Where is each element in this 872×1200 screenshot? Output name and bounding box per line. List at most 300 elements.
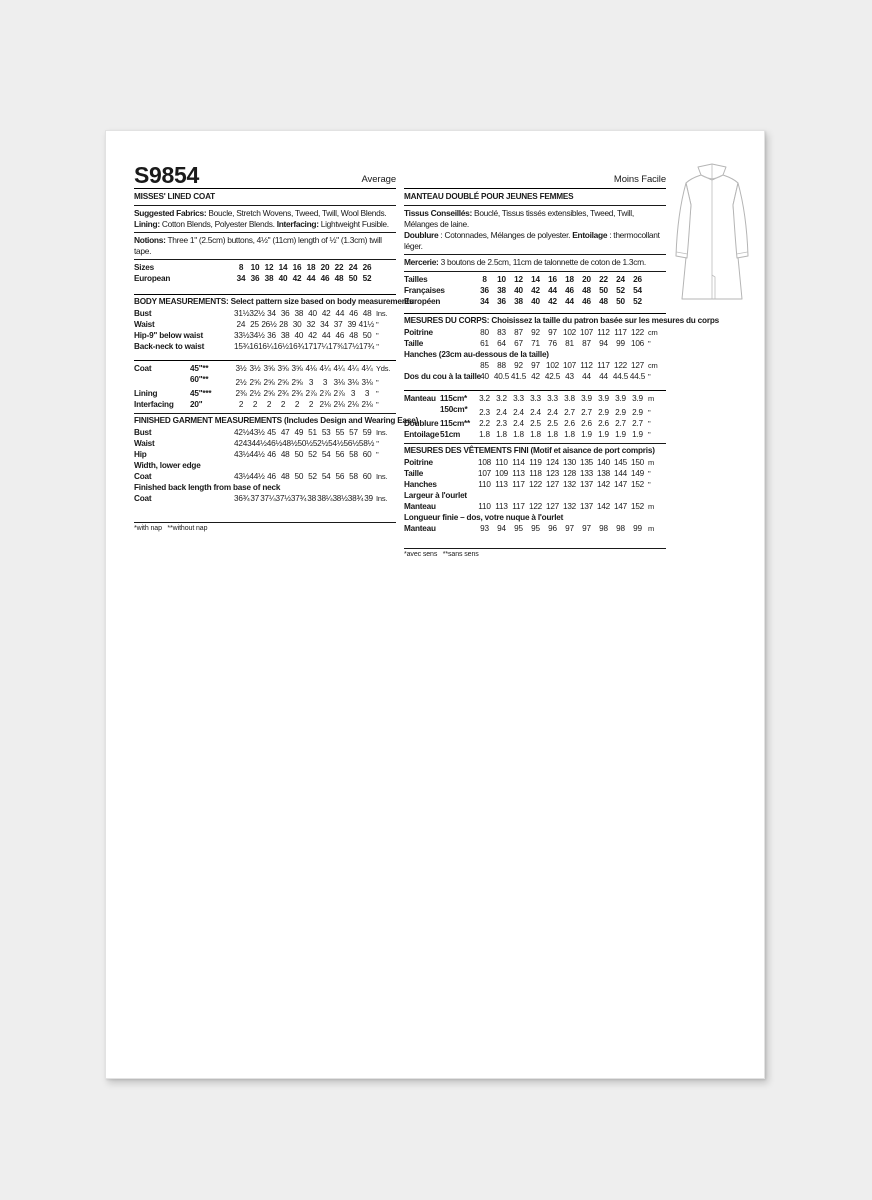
- cell: 1.8: [564, 429, 575, 439]
- cell: 2⅝: [291, 378, 303, 387]
- cell: 3⅝: [277, 364, 289, 373]
- unit-label: m: [648, 523, 655, 533]
- row-width-spec: 51cm: [440, 429, 461, 439]
- cell: 122: [630, 327, 645, 337]
- cell: 2⅛: [347, 400, 359, 409]
- cell: 2: [308, 400, 314, 409]
- cell: 119: [529, 457, 542, 467]
- text-segment: Lightweight Fusible.: [318, 218, 389, 229]
- table-row: [134, 493, 396, 504]
- row-label: [134, 399, 234, 410]
- cell: 58½: [358, 439, 375, 448]
- measurement-table: [134, 427, 396, 504]
- text-line: [404, 208, 666, 229]
- unit-label: ": [376, 320, 379, 329]
- table-row: [134, 388, 396, 399]
- cell: 54: [633, 285, 642, 295]
- unit-label: ": [648, 338, 651, 348]
- cell: 40: [278, 274, 288, 283]
- cell: 109: [494, 468, 509, 478]
- table-row: [134, 273, 396, 284]
- row-label: Coat: [134, 472, 152, 481]
- row-label-text: [404, 404, 440, 415]
- text-segment: Entoilage: [572, 230, 608, 240]
- cell: 2: [280, 400, 286, 409]
- cell: 140: [596, 457, 611, 467]
- table-row: [404, 296, 666, 307]
- cell: 39: [364, 494, 373, 503]
- text-segment: Cotton Blends, Polyester Blends.: [159, 218, 277, 229]
- unit-label: ": [648, 479, 651, 489]
- text-segment: Tissus Conseillés:: [404, 208, 472, 218]
- difficulty-label-fr: Moins Facile: [613, 174, 666, 185]
- cell: 16: [548, 274, 557, 284]
- cell: 2.7: [581, 407, 592, 417]
- cell: 44: [321, 331, 331, 340]
- cell: 122: [613, 360, 628, 370]
- section-heading: BODY MEASUREMENTS: Select pattern size based on body measurements: [134, 297, 414, 306]
- cell: 150: [630, 457, 645, 467]
- section-divider: [134, 413, 396, 414]
- cell: 2⅝: [263, 389, 275, 398]
- cell: 38½: [332, 494, 348, 503]
- section-divider: [404, 390, 666, 391]
- cell: 44: [335, 309, 345, 318]
- cell: 60: [362, 450, 372, 459]
- cell: 87: [514, 327, 523, 337]
- cell: 59: [362, 428, 372, 437]
- table-row: [404, 404, 666, 418]
- cell: 97: [565, 523, 574, 533]
- cell: 50: [294, 472, 304, 481]
- cell: 42: [531, 371, 540, 381]
- cell: 1.9: [615, 429, 626, 439]
- cell: 42: [308, 331, 317, 340]
- cell: 3.8: [564, 393, 575, 403]
- cell: 46: [267, 472, 276, 481]
- cell: 102: [545, 360, 560, 370]
- cell: 15¾: [234, 342, 250, 351]
- cell: 58: [349, 450, 358, 459]
- cell: 3½: [235, 364, 247, 373]
- cell: 37½: [275, 494, 291, 503]
- cell: 76: [548, 338, 557, 348]
- table-row: [134, 471, 396, 482]
- cell: 2.4: [513, 407, 524, 417]
- cell: 22: [334, 263, 344, 272]
- row-width-spec: 45"***: [190, 389, 212, 398]
- cell: 4¼: [347, 364, 359, 373]
- row-label: [404, 418, 476, 429]
- cell: 16¾: [288, 342, 305, 351]
- cell: 61: [480, 338, 489, 348]
- cell: 2: [294, 400, 300, 409]
- cell: 118: [529, 468, 542, 478]
- cell: 113: [495, 479, 508, 489]
- unit-label: cm: [648, 327, 658, 337]
- table-row: [134, 449, 396, 460]
- cell: 132: [562, 479, 577, 489]
- cell: 147: [613, 501, 628, 511]
- cell: 45: [267, 428, 276, 437]
- cell: 50: [348, 274, 358, 283]
- cell: 128: [562, 468, 577, 478]
- cell: 2⅜: [235, 389, 247, 398]
- cell: 3: [364, 389, 370, 398]
- cell: 44½: [251, 439, 267, 448]
- cell: 10: [497, 274, 506, 284]
- unit-label: ": [376, 450, 379, 459]
- cell: 81: [565, 338, 574, 348]
- section-divider: [404, 205, 666, 206]
- table-row: [404, 327, 666, 338]
- cell: 52: [362, 274, 372, 283]
- cell: 44: [548, 285, 557, 295]
- cell: 106: [630, 338, 645, 348]
- cell: 52: [308, 450, 317, 459]
- table-row: [404, 274, 666, 285]
- table-subheading: Longueur finie – dos, votre nuque à l'ourlet: [404, 512, 564, 522]
- cell: 102: [562, 327, 577, 337]
- cell: 127: [545, 501, 560, 511]
- cell: 36: [497, 296, 506, 306]
- cell: 44: [582, 371, 591, 381]
- cell: 87: [582, 338, 591, 348]
- cell: 3: [322, 378, 328, 387]
- cell: 52: [308, 472, 317, 481]
- cell: 26½: [261, 320, 277, 329]
- unit-label: ": [648, 429, 651, 439]
- cell: 3.3: [513, 393, 524, 403]
- cell: 98: [599, 523, 608, 533]
- pattern-envelope-back-page: [105, 130, 765, 1079]
- table-row: [404, 393, 666, 404]
- cell: 28: [279, 320, 288, 329]
- cell: 113: [495, 501, 508, 511]
- table-row: [404, 360, 666, 371]
- cell: 145: [613, 457, 628, 467]
- cell: 48: [362, 309, 372, 318]
- cell: 117: [597, 360, 610, 370]
- cell: 40: [308, 309, 317, 318]
- cell: 41.5: [510, 371, 527, 381]
- measurement-table: [134, 363, 396, 410]
- cell: 24: [348, 263, 358, 272]
- cell: 48: [280, 472, 290, 481]
- cell: 36¾: [234, 494, 250, 503]
- cell: 16¼: [258, 342, 274, 351]
- cell: 80: [480, 327, 489, 337]
- cell: 4¼: [361, 364, 373, 373]
- cell: 40: [531, 296, 540, 306]
- section-divider: [134, 522, 396, 523]
- cell: 3.9: [615, 393, 626, 403]
- unit-label: ": [648, 468, 651, 478]
- cell: 34½: [249, 331, 265, 340]
- section-divider: [134, 259, 396, 260]
- cell: 2.7: [632, 418, 643, 428]
- table-row: [404, 429, 666, 440]
- cell: 48: [582, 285, 591, 295]
- row-width-spec: 150cm*: [440, 404, 468, 414]
- cell: 57: [349, 428, 358, 437]
- cell: 38¾: [347, 494, 364, 503]
- cell: 33½: [234, 331, 250, 340]
- cell: 3.9: [581, 393, 592, 403]
- unit-label: ": [648, 407, 651, 417]
- cell: 112: [597, 327, 610, 337]
- footnote: *avec sens **sans sens: [404, 550, 479, 558]
- table-subheading: Hanches (23cm au-dessous de la taille): [404, 349, 549, 359]
- cell: 3: [308, 378, 314, 387]
- cell: 46: [565, 285, 574, 295]
- cell: 3.2: [496, 393, 507, 403]
- section-divider: [404, 254, 666, 255]
- cell: 39: [347, 320, 357, 329]
- cell: 46: [582, 296, 591, 306]
- french-header: [404, 161, 666, 189]
- cell: 50: [616, 296, 625, 306]
- section-divider: [404, 548, 666, 549]
- cell: 8: [482, 274, 487, 284]
- cell: 16: [292, 263, 302, 272]
- section-divider: [404, 443, 666, 444]
- cell: 92: [514, 360, 523, 370]
- row-width-spec: 115cm**: [440, 418, 471, 428]
- cell: 26: [362, 263, 372, 272]
- row-label: [404, 404, 476, 415]
- cell: 3.3: [530, 393, 541, 403]
- cell: 46: [349, 309, 358, 318]
- unit-label: cm: [648, 360, 658, 370]
- cell: 147: [613, 479, 628, 489]
- footnote: *with nap **without nap: [134, 525, 208, 532]
- cell: 2.3: [479, 407, 490, 417]
- cell: 130: [562, 457, 577, 467]
- cell: 17½: [343, 342, 359, 351]
- cell: 94: [599, 338, 608, 348]
- cell: 25: [250, 320, 259, 329]
- table-row: [404, 523, 666, 534]
- row-label: [134, 363, 234, 374]
- cell: 152: [630, 501, 645, 511]
- row-label-text: Doublure: [404, 418, 439, 428]
- row-label: Manteau: [404, 501, 436, 511]
- table-subheading: Width, lower edge: [134, 461, 201, 470]
- cell: 108: [477, 457, 492, 467]
- english-header: [134, 161, 396, 189]
- cell: 2⅛: [361, 400, 373, 409]
- row-label: Coat: [134, 494, 152, 503]
- cell: 2⅝: [249, 378, 261, 387]
- cell: 123: [545, 468, 560, 478]
- french-column-content: [404, 192, 719, 558]
- cell: 3.9: [632, 393, 643, 403]
- cell: 2: [252, 400, 258, 409]
- cell: 95: [514, 523, 523, 533]
- cell: 44.5: [629, 371, 646, 381]
- cell: 54: [321, 472, 331, 481]
- cell: 142: [596, 479, 611, 489]
- cell: 48: [280, 450, 290, 459]
- row-width-spec: 115cm*: [440, 393, 468, 403]
- section-divider: [404, 313, 666, 314]
- table-row: [134, 374, 396, 388]
- cell: 149: [630, 468, 645, 478]
- cell: 117: [614, 327, 627, 337]
- text-segment: Mercerie:: [404, 257, 439, 267]
- cell: 2.2: [479, 418, 490, 428]
- cell: 2.6: [598, 418, 609, 428]
- cell: 127: [630, 360, 645, 370]
- cell: 44: [599, 371, 608, 381]
- cell: 3.2: [479, 393, 490, 403]
- section-heading: MESURES DES VÊTEMENTS FINI (Motif et aisance de port compris): [404, 445, 655, 455]
- cell: 48½: [282, 439, 298, 448]
- cell: 34: [480, 296, 489, 306]
- row-label: Françaises: [404, 285, 445, 295]
- unit-label: Ins.: [376, 472, 388, 481]
- cell: 2: [266, 400, 272, 409]
- row-label: Poitrine: [404, 457, 433, 467]
- cell: 132: [562, 501, 577, 511]
- text-segment: Bouclé, Tissus tissés extensibles, Tweed, Twill, Mélanges de laine.: [404, 208, 634, 229]
- measurement-table: [134, 308, 396, 352]
- cell: 56½: [343, 439, 359, 448]
- cell: 2½: [235, 378, 247, 387]
- cell: 40: [514, 285, 523, 295]
- text-line: [134, 208, 396, 229]
- cell: 17¾: [358, 342, 375, 351]
- cell: 26: [633, 274, 642, 284]
- cell: 47: [280, 428, 290, 437]
- text-segment: Doublure: [404, 230, 439, 240]
- cell: 3⅛: [361, 378, 373, 387]
- cell: 4¼: [319, 364, 331, 373]
- cell: 1.9: [632, 429, 643, 439]
- cell: 2⅞: [305, 389, 317, 398]
- unit-label: ": [648, 418, 651, 428]
- cell: 46: [335, 331, 345, 340]
- cell: 38: [294, 309, 304, 318]
- cell: 37¼: [260, 494, 276, 503]
- text-segment: Suggested Fabrics:: [134, 208, 207, 218]
- cell: 44: [565, 296, 574, 306]
- cell: 2⅝: [263, 378, 275, 387]
- cell: 44½: [249, 450, 265, 459]
- table-row: [404, 457, 666, 468]
- unit-label: ": [376, 342, 379, 351]
- text-segment: Boucle, Stretch Wovens, Tweed, Twill, Wool Blends.: [206, 208, 387, 218]
- cell: 53: [321, 428, 331, 437]
- cell: 34: [320, 320, 329, 329]
- cell: 14: [531, 274, 540, 284]
- cell: 44: [306, 274, 316, 283]
- cell: 41½: [358, 320, 374, 329]
- cell: 98: [616, 523, 625, 533]
- cell: 34: [267, 309, 276, 318]
- table-row: [134, 262, 396, 273]
- cell: 2.4: [513, 418, 524, 428]
- unit-label: ": [376, 389, 379, 398]
- cell: 110: [478, 479, 491, 489]
- row-label: Manteau: [404, 523, 436, 533]
- cell: 30: [292, 320, 302, 329]
- cell: 48: [334, 274, 344, 283]
- cell: 2.6: [581, 418, 592, 428]
- table-row: [134, 427, 396, 438]
- cell: 37¾: [290, 494, 307, 503]
- row-label: Bust: [134, 309, 152, 318]
- row-label: European: [134, 274, 171, 283]
- text-segment: Lining:: [134, 218, 160, 229]
- cell: 64: [497, 338, 506, 348]
- cell: 1.8: [513, 429, 524, 439]
- row-label: Dos du cou à la taille: [404, 371, 482, 381]
- cell: 36: [480, 285, 489, 295]
- cell: 142: [596, 501, 611, 511]
- measurement-table: [134, 262, 396, 284]
- text-segment: 3 boutons de 2.5cm, 11cm de talonnette de coton de 1.3cm.: [438, 257, 646, 267]
- cell: 18: [565, 274, 574, 284]
- row-label: Taille: [404, 468, 424, 478]
- cell: 3⅝: [291, 364, 303, 373]
- section-divider: [134, 205, 396, 206]
- cell: 2.5: [530, 418, 541, 428]
- cell: 2⅝: [277, 378, 289, 387]
- cell: 36: [280, 309, 290, 318]
- cell: 2.9: [632, 407, 643, 417]
- row-label: Tailles: [404, 274, 428, 284]
- row-width-spec: 20": [190, 400, 203, 409]
- cell: 52: [616, 285, 625, 295]
- row-label: Poitrine: [404, 327, 433, 337]
- cell: 2.5: [547, 418, 558, 428]
- cell: 8: [238, 263, 244, 272]
- text-line: [404, 230, 666, 251]
- cell: 92: [531, 327, 540, 337]
- cell: 24: [616, 274, 625, 284]
- cell: 138: [596, 468, 611, 478]
- cell: 107: [477, 468, 492, 478]
- unit-label: Ins.: [375, 494, 388, 503]
- cell: 20: [582, 274, 591, 284]
- cell: 14: [278, 263, 288, 272]
- cell: 42: [548, 296, 557, 306]
- cell: 4⅛: [305, 364, 317, 373]
- cell: 2.6: [564, 418, 575, 428]
- cell: 44½: [249, 472, 265, 481]
- cell: 2⅞: [333, 389, 345, 398]
- text-line: [134, 235, 396, 256]
- section-heading: MESURES DU CORPS: Choisissez la taille du patron basée sur les mesures du corps: [404, 315, 719, 325]
- cell: 32½: [249, 309, 265, 318]
- cell: 54: [321, 450, 331, 459]
- cell: 137: [579, 479, 594, 489]
- section-divider: [134, 232, 396, 233]
- row-label: [404, 393, 476, 404]
- cell: 133: [579, 468, 594, 478]
- cell: 52½: [312, 439, 329, 448]
- row-label: Bust: [134, 428, 152, 437]
- cell: 94: [497, 523, 506, 533]
- row-label: [404, 429, 476, 440]
- table-row: [134, 363, 396, 374]
- table-row: [134, 341, 396, 352]
- row-label: Waist: [134, 320, 155, 329]
- table-row: [134, 399, 396, 410]
- measurement-table: [404, 393, 666, 440]
